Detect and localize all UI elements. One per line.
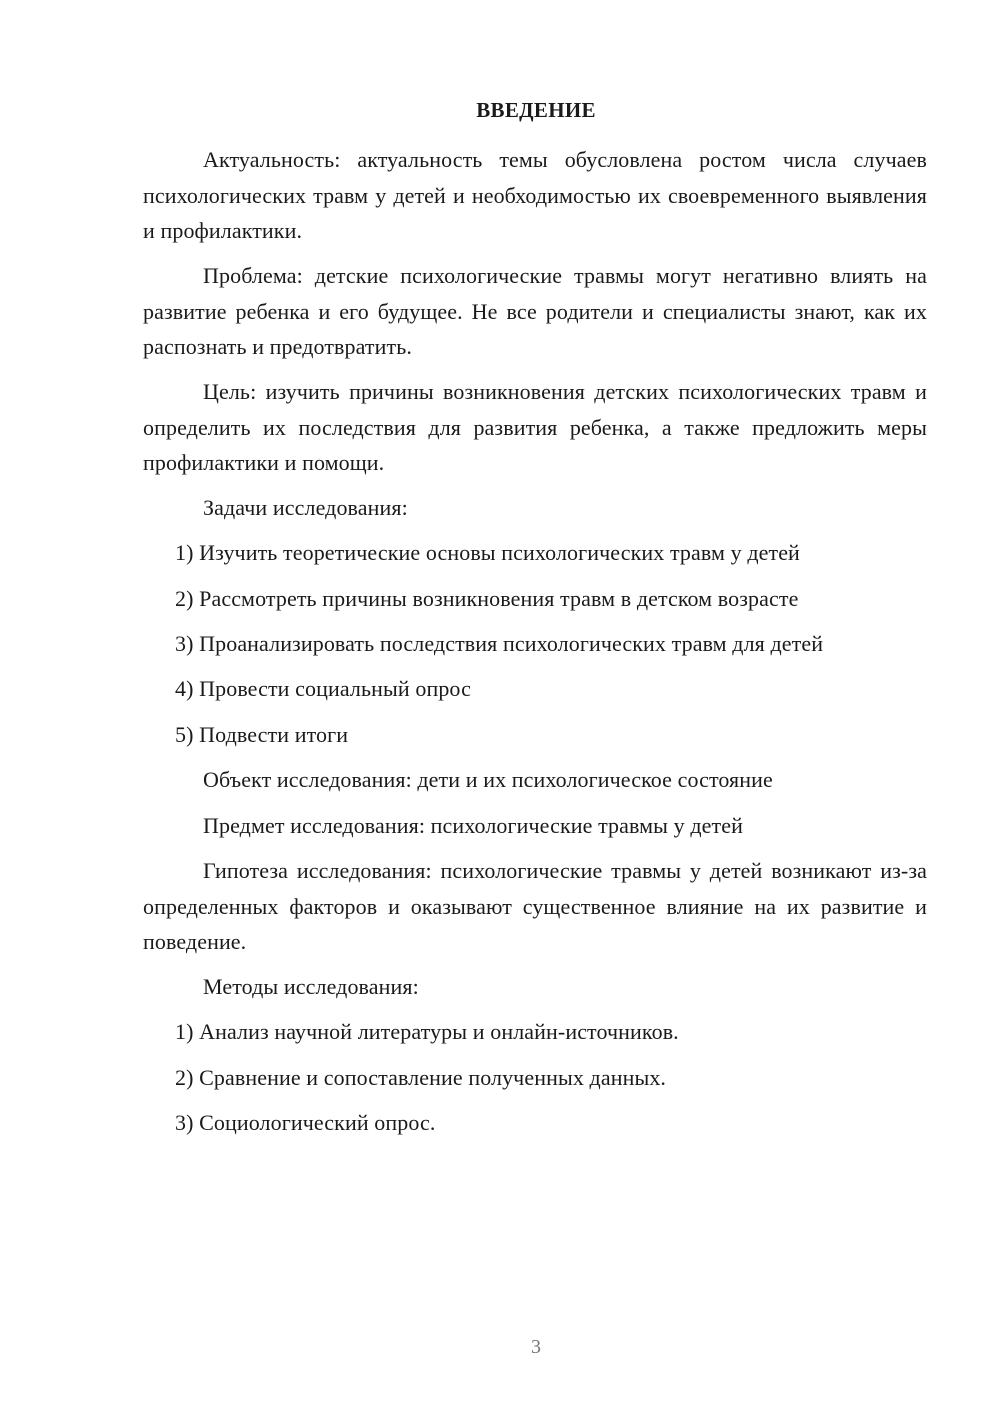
tasks-heading: Задачи исследования: — [203, 495, 408, 520]
task-item: 2) Рассмотреть причины возникновения травм в детском возрасте — [175, 586, 799, 611]
page-number: 3 — [531, 1336, 541, 1358]
paragraph-problem: Проблема: детские психологические травмы могут негативно влиять на развитие ребенка и его будущее. Не все родители и специалисты знают, как их распознать и предотвратить. — [143, 263, 927, 359]
research-object: Объект исследования: дети и их психологическое состояние — [203, 767, 773, 792]
paragraph-goal: Цель: изучить причины возникновения детских психологических травм и определить их последствия для развития ребенка, а также предложить меры профилактики и помощи. — [143, 379, 927, 475]
method-item: 3) Социологический опрос. — [175, 1110, 436, 1135]
method-item: 1) Анализ научной литературы и онлайн-источников. — [175, 1019, 679, 1044]
page-title: ВВЕДЕНИЕ — [476, 98, 596, 122]
task-item: 1) Изучить теоретические основы психологических травм у детей — [175, 540, 800, 565]
research-subject: Предмет исследования: психологические травмы у детей — [203, 813, 743, 838]
paragraph-relevance: Актуальность: актуальность темы обусловлена ростом числа случаев психологических травм у детей и необходимостью их своевременного выявления и профилактики. — [143, 147, 927, 243]
methods-heading: Методы исследования: — [203, 974, 419, 999]
paragraph-hypothesis: Гипотеза исследования: психологические травмы у детей возникают из-за определенных факторов и оказывают существенное влияние на их развитие и поведение. — [143, 858, 927, 954]
method-item: 2) Сравнение и сопоставление полученных данных. — [175, 1065, 667, 1090]
task-item: 5) Подвести итоги — [175, 722, 349, 747]
task-item: 3) Проанализировать последствия психологических травм для детей — [175, 631, 824, 656]
task-item: 4) Провести социальный опрос — [175, 676, 471, 701]
